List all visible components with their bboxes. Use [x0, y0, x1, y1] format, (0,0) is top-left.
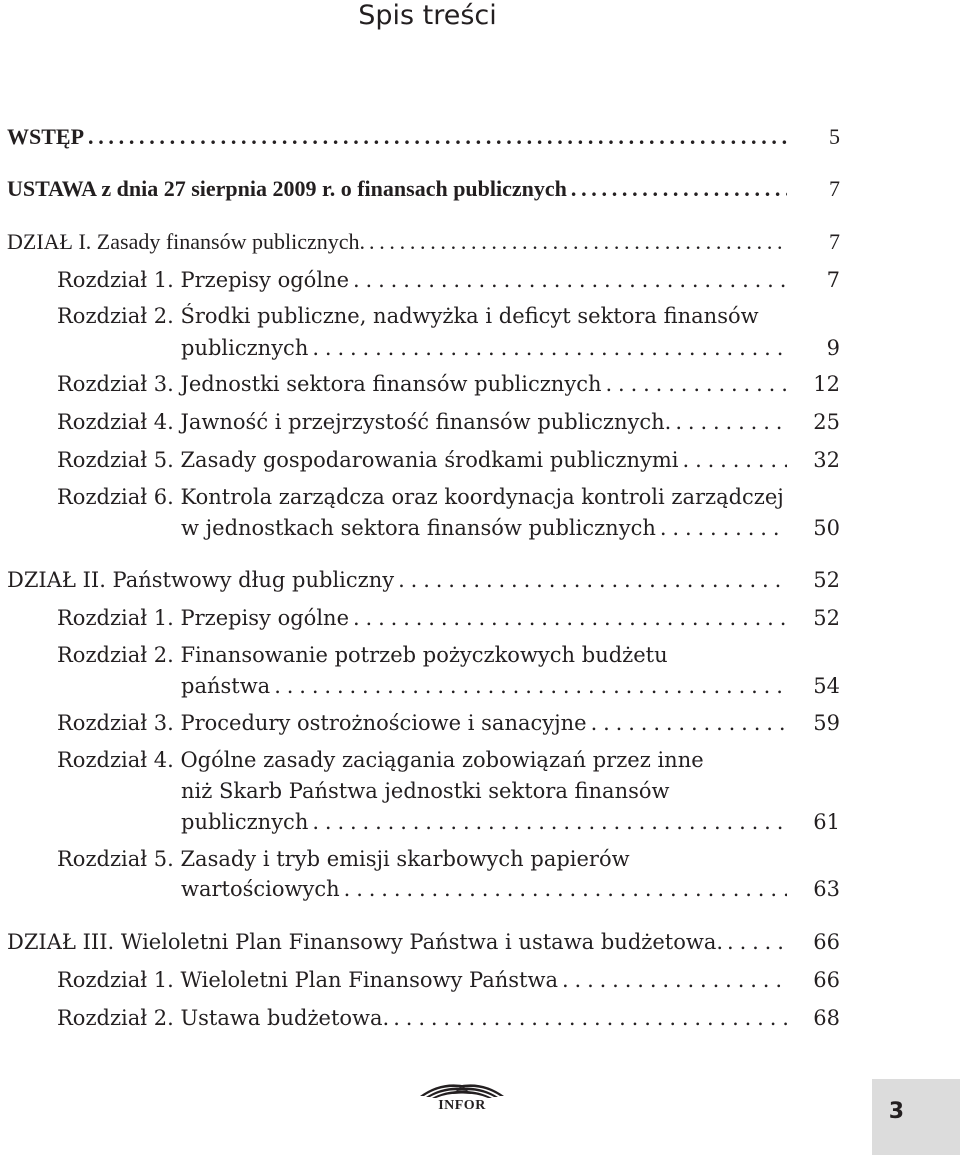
toc-page-number: 66	[813, 930, 840, 954]
toc-page-number: 68	[813, 1006, 840, 1030]
toc-entry-label: Rozdział 2. Ustawa budżetowa.	[57, 1006, 390, 1030]
toc-entry-continuation: wartościowych . . .	[181, 875, 787, 903]
toc-entry-d2-rozdzial-3[interactable]	[57, 709, 787, 737]
toc-entry-d2-rozdzial-4[interactable]: Rozdział 4. Ogólne zasady zaciągania zobowiązań przez inne	[57, 748, 704, 772]
toc-entry-d1-rozdzial-2[interactable]: Rozdział 2. Środki publiczne, nadwyżka i deficyt sektora finansów	[57, 304, 759, 328]
toc-entry-d1-rozdzial-3[interactable]	[57, 370, 787, 398]
toc-entry-continuation: państwa . . .	[181, 672, 787, 700]
page-number: 3	[888, 1099, 904, 1124]
toc-entry-dzial-1[interactable]	[7, 228, 787, 256]
toc-entry-label: Rozdział 4. Jawność i przejrzystość finansów publicznych.	[57, 410, 672, 434]
toc-entry-continuation: w jednostkach sektora finansów publicznych . . .	[181, 514, 787, 542]
toc-page-number: 66	[813, 968, 840, 992]
toc-entry-label: DZIAŁ II. Państwowy dług publiczny	[7, 568, 395, 592]
toc-page-number: 63	[813, 877, 840, 901]
toc-entry-d2-rozdzial-5[interactable]: Rozdział 5. Zasady i tryb emisji skarbowych papierów	[57, 847, 630, 871]
toc-entry-wstep[interactable]	[7, 123, 787, 151]
toc-entry-label: DZIAŁ I. Zasady finansów publicznych.	[7, 229, 366, 254]
toc-page-number: 52	[813, 568, 840, 592]
toc-entry-dzial-3[interactable]	[7, 928, 787, 956]
toc-entry-d1-rozdzial-4[interactable]	[57, 408, 787, 436]
toc-entry-label: Rozdział 1. Przepisy ogólne	[57, 268, 349, 292]
toc-page-number: 25	[813, 410, 840, 434]
toc-page-number: 7	[826, 268, 840, 292]
toc-entry-d1-rozdzial-5[interactable]	[57, 446, 787, 474]
toc-entry-label: DZIAŁ III. Wieloletni Plan Finansowy Państwa i ustawa budżetowa.	[7, 930, 724, 954]
page-title: Spis treści	[358, 0, 497, 31]
toc-entry-label: Rozdział 3. Procedury ostrożnościowe i sanacyjne	[57, 711, 587, 735]
toc-page-number: 12	[813, 372, 840, 396]
toc-entry-d1-rozdzial-1[interactable]	[57, 266, 787, 294]
toc-page-number: 7	[829, 176, 840, 201]
toc-page-number: 54	[813, 674, 840, 698]
toc-entry-label: Rozdział 3. Jednostki sektora finansów publicznych	[57, 372, 602, 396]
toc-entry-dzial-2[interactable]	[7, 566, 787, 594]
toc-entry-label: Rozdział 1. Wieloletni Plan Finansowy Państwa	[57, 968, 558, 992]
toc-entry-d2-rozdzial-1[interactable]	[57, 604, 787, 632]
toc-entry-label: Rozdział 5. Zasady gospodarowania środkami publicznymi	[57, 448, 679, 472]
toc-entry-d3-rozdzial-2[interactable]	[57, 1004, 787, 1032]
toc-entry-label: USTAWA z dnia 27 sierpnia 2009 r. o finansach publicznych	[7, 176, 567, 201]
toc-page-number: 52	[813, 606, 840, 630]
toc-entry-d3-rozdzial-1[interactable]	[57, 966, 787, 994]
toc-entry-label: Rozdział 1. Przepisy ogólne	[57, 606, 349, 630]
toc-entry-continuation: niż Skarb Państwa jednostki sektora finansów	[181, 779, 670, 803]
publisher-logo-text: INFOR	[438, 1098, 486, 1113]
toc-page-number: 9	[826, 336, 840, 360]
toc-page-number: 7	[829, 229, 840, 254]
toc-entry-d2-rozdzial-2[interactable]: Rozdział 2. Finansowanie potrzeb pożyczkowych budżetu	[57, 643, 668, 667]
toc-page-number: 5	[829, 124, 840, 149]
toc-page-number: 59	[813, 711, 840, 735]
toc-page-number: 32	[813, 448, 840, 472]
toc-entry-ustawa[interactable]	[7, 175, 787, 203]
page-number-badge	[872, 1079, 960, 1155]
toc-entry-label: WSTĘP	[7, 124, 85, 149]
toc-entry-continuation: publicznych . . .	[181, 808, 787, 836]
toc-entry-d1-rozdzial-6[interactable]: Rozdział 6. Kontrola zarządcza oraz koordynacja kontroli zarządczej	[57, 485, 784, 509]
toc-page-number: 61	[813, 810, 840, 834]
toc-page-number: 50	[813, 516, 840, 540]
toc-entry-continuation: publicznych . . .	[181, 334, 787, 362]
